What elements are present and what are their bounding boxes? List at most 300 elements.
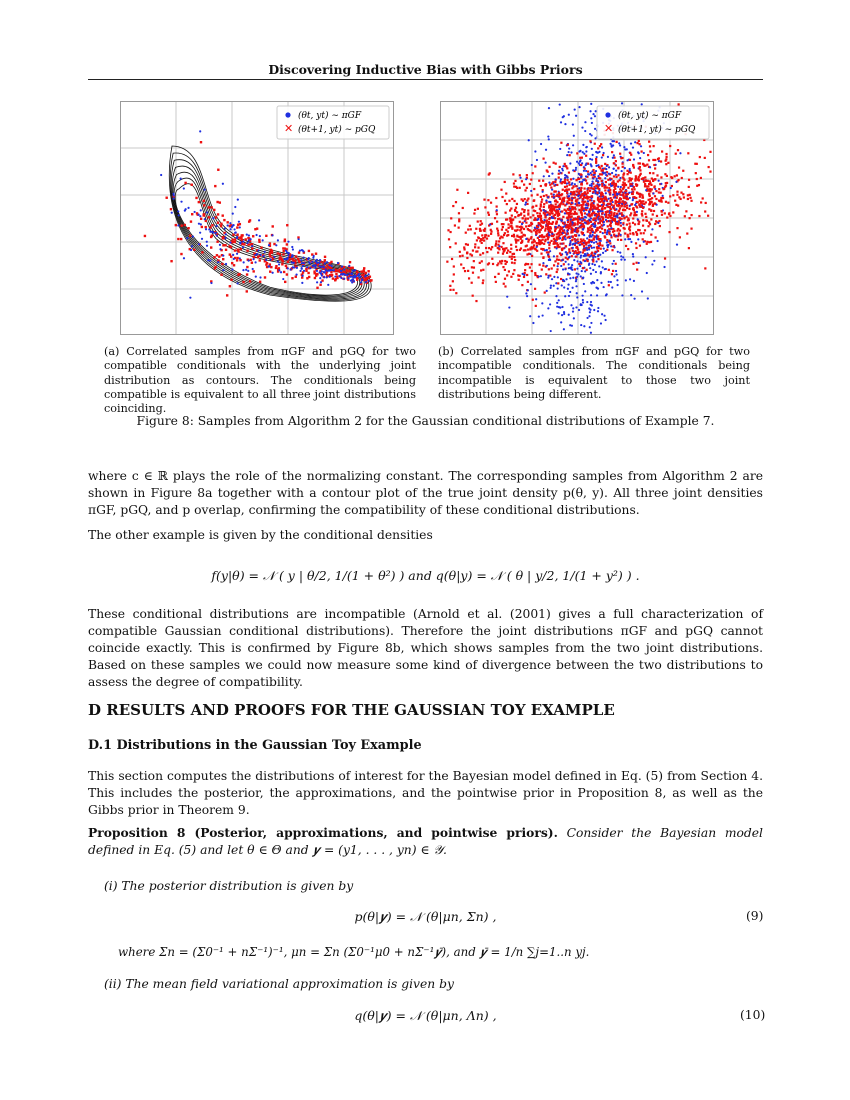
red-sample xyxy=(449,246,451,248)
red-sample xyxy=(251,247,253,249)
blue-sample xyxy=(222,254,224,256)
red-sample xyxy=(449,289,451,291)
red-sample xyxy=(473,212,475,214)
red-sample xyxy=(553,209,555,211)
red-sample xyxy=(640,205,642,207)
blue-sample xyxy=(578,106,580,108)
red-sample xyxy=(498,248,500,250)
red-sample xyxy=(608,284,610,286)
red-sample xyxy=(572,235,574,237)
blue-sample xyxy=(620,222,622,224)
red-sample xyxy=(571,199,573,201)
red-sample xyxy=(606,206,608,208)
red-sample xyxy=(655,236,657,238)
item-ii: (ii) The mean field variational approximation is given by xyxy=(104,977,454,991)
red-sample xyxy=(661,214,663,216)
red-sample xyxy=(232,234,234,236)
red-sample xyxy=(246,266,248,268)
blue-sample xyxy=(340,270,342,272)
where-9: where Σn = (Σ0⁻¹ + nΣ⁻¹)⁻¹, μn = Σn (Σ0⁻¹μ0 + nΣ⁻¹𝒚̄), and 𝒚̄ = 1/n ∑j=1..n yj. xyxy=(118,945,590,959)
red-sample xyxy=(595,217,597,219)
red-sample xyxy=(538,231,540,233)
red-sample xyxy=(217,213,219,215)
red-sample xyxy=(480,230,482,232)
red-sample xyxy=(619,153,621,155)
red-sample xyxy=(590,195,592,197)
blue-sample xyxy=(639,157,641,159)
red-sample xyxy=(540,218,542,220)
red-sample xyxy=(259,259,261,261)
blue-sample xyxy=(568,314,570,316)
red-sample xyxy=(658,188,660,190)
red-sample xyxy=(516,203,518,205)
red-sample xyxy=(610,222,612,224)
red-sample xyxy=(459,251,461,253)
blue-sample xyxy=(547,307,549,309)
blue-sample xyxy=(582,301,584,303)
red-sample xyxy=(295,276,297,278)
red-sample xyxy=(598,200,600,202)
blue-sample xyxy=(591,159,593,161)
red-sample xyxy=(660,160,662,162)
red-sample xyxy=(175,224,177,226)
red-sample xyxy=(269,270,271,272)
red-sample xyxy=(642,219,644,221)
red-sample xyxy=(180,238,182,240)
red-sample xyxy=(659,225,661,227)
red-sample xyxy=(363,267,365,269)
red-sample xyxy=(640,202,642,204)
blue-sample xyxy=(629,278,631,280)
red-sample xyxy=(144,235,146,237)
red-sample xyxy=(620,239,622,241)
blue-sample xyxy=(319,277,321,279)
blue-sample xyxy=(562,165,564,167)
red-sample xyxy=(631,192,633,194)
blue-sample xyxy=(525,238,527,240)
red-sample xyxy=(601,185,603,187)
subcaption-a: (a) Correlated samples from πGF and pGQ for two compatible conditionals with the underlying joint distribution as contours. The conditionals being compatible is equivalent to all three joint distributions coinciding. xyxy=(104,345,416,416)
red-sample xyxy=(330,271,332,273)
red-sample xyxy=(513,200,515,202)
blue-sample xyxy=(245,269,247,271)
blue-sample xyxy=(597,307,599,309)
red-sample xyxy=(463,267,465,269)
red-sample xyxy=(638,168,640,170)
red-sample xyxy=(597,243,599,245)
blue-sample xyxy=(633,280,635,282)
blue-sample xyxy=(295,273,297,275)
blue-sample xyxy=(206,241,208,243)
red-sample xyxy=(651,188,653,190)
blue-sample xyxy=(582,299,584,301)
blue-sample xyxy=(578,234,580,236)
blue-sample xyxy=(589,172,591,174)
red-sample xyxy=(562,203,564,205)
red-sample xyxy=(612,270,614,272)
red-sample xyxy=(568,248,570,250)
blue-sample xyxy=(588,173,590,175)
blue-sample xyxy=(594,128,596,130)
red-sample xyxy=(465,243,467,245)
red-sample xyxy=(619,194,621,196)
red-sample xyxy=(574,240,576,242)
blue-sample xyxy=(571,264,573,266)
red-sample xyxy=(231,239,233,241)
red-sample xyxy=(662,188,664,190)
red-sample xyxy=(543,236,545,238)
red-sample xyxy=(592,191,594,193)
red-sample xyxy=(588,196,590,198)
red-sample xyxy=(297,258,299,260)
red-sample xyxy=(453,273,455,275)
red-sample xyxy=(638,143,640,145)
blue-sample xyxy=(613,275,615,277)
red-sample xyxy=(621,218,623,220)
red-sample xyxy=(497,234,499,236)
blue-sample xyxy=(611,286,613,288)
blue-sample xyxy=(647,297,649,299)
red-sample xyxy=(652,172,654,174)
red-sample xyxy=(307,272,309,274)
red-sample xyxy=(482,237,484,239)
blue-sample xyxy=(524,204,526,206)
blue-sample xyxy=(576,276,578,278)
red-sample xyxy=(609,220,611,222)
red-sample xyxy=(546,202,548,204)
red-sample xyxy=(580,173,582,175)
blue-sample xyxy=(278,263,280,265)
red-sample xyxy=(521,226,523,228)
red-sample xyxy=(654,159,656,161)
red-sample xyxy=(548,256,550,258)
red-sample xyxy=(548,206,550,208)
red-sample xyxy=(543,221,545,223)
red-sample xyxy=(617,228,619,230)
red-sample xyxy=(626,207,628,209)
red-sample xyxy=(504,269,506,271)
red-sample xyxy=(524,219,526,221)
red-sample xyxy=(531,194,533,196)
red-sample xyxy=(530,224,532,226)
blue-sample xyxy=(521,223,523,225)
blue-sample xyxy=(592,223,594,225)
red-sample xyxy=(666,175,668,177)
red-sample xyxy=(222,244,224,246)
red-sample xyxy=(246,273,248,275)
red-sample xyxy=(614,191,616,193)
red-sample xyxy=(540,229,542,231)
equation-10-number: (10) xyxy=(740,1008,766,1022)
blue-sample xyxy=(608,281,610,283)
red-sample xyxy=(165,197,167,199)
red-sample xyxy=(507,223,509,225)
red-sample xyxy=(687,152,689,154)
blue-sample xyxy=(590,273,592,275)
blue-sample xyxy=(551,278,553,280)
red-sample xyxy=(568,213,570,215)
red-sample xyxy=(601,245,603,247)
red-sample xyxy=(482,282,484,284)
blue-sample xyxy=(254,261,256,263)
blue-sample xyxy=(618,142,620,144)
blue-sample xyxy=(216,235,218,237)
red-sample xyxy=(469,225,471,227)
red-sample xyxy=(605,198,607,200)
blue-sample xyxy=(201,238,203,240)
red-sample xyxy=(508,227,510,229)
blue-sample xyxy=(615,208,617,210)
red-sample xyxy=(652,213,654,215)
red-sample xyxy=(689,197,691,199)
red-sample xyxy=(229,285,231,287)
blue-sample xyxy=(557,287,559,289)
red-sample xyxy=(506,274,508,276)
red-sample xyxy=(187,227,189,229)
blue-sample xyxy=(566,254,568,256)
blue-sample xyxy=(312,265,314,267)
red-sample xyxy=(636,206,638,208)
red-sample xyxy=(566,167,568,169)
blue-sample xyxy=(579,244,581,246)
red-sample xyxy=(195,197,197,199)
red-sample xyxy=(480,220,482,222)
blue-sample xyxy=(259,276,261,278)
red-sample xyxy=(324,256,326,258)
red-sample xyxy=(191,213,193,215)
blue-sample xyxy=(632,253,634,255)
red-sample xyxy=(615,200,617,202)
red-sample xyxy=(287,261,289,263)
red-sample xyxy=(561,228,563,230)
blue-sample xyxy=(316,281,318,283)
red-sample xyxy=(627,198,629,200)
red-sample xyxy=(580,222,582,224)
blue-sample xyxy=(346,274,348,276)
red-sample xyxy=(582,267,584,269)
red-sample xyxy=(629,159,631,161)
blue-sample xyxy=(571,243,573,245)
red-sample xyxy=(668,213,670,215)
red-sample xyxy=(246,290,248,292)
red-sample xyxy=(468,277,470,279)
red-sample xyxy=(245,238,247,240)
red-sample xyxy=(649,198,651,200)
blue-sample xyxy=(656,240,658,242)
subsection-title: D.1 Distributions in the Gaussian Toy Example xyxy=(88,738,422,753)
blue-sample xyxy=(628,192,630,194)
red-sample xyxy=(496,205,498,207)
red-sample xyxy=(513,256,515,258)
blue-sample xyxy=(359,275,361,277)
red-sample xyxy=(602,201,604,203)
red-sample xyxy=(503,234,505,236)
red-sample xyxy=(634,223,636,225)
red-sample xyxy=(467,244,469,246)
red-sample xyxy=(511,262,513,264)
blue-sample xyxy=(600,271,602,273)
red-sample xyxy=(249,259,251,261)
blue-sample xyxy=(569,291,571,293)
blue-sample xyxy=(658,160,660,162)
red-sample xyxy=(583,249,585,251)
blue-sample xyxy=(636,211,638,213)
header-rule xyxy=(88,79,763,80)
red-sample xyxy=(497,252,499,254)
blue-sample xyxy=(598,151,600,153)
red-sample xyxy=(567,144,569,146)
blue-sample xyxy=(595,260,597,262)
red-sample xyxy=(282,260,284,262)
blue-sample xyxy=(596,151,598,153)
red-sample xyxy=(671,177,673,179)
blue-sample xyxy=(607,156,609,158)
red-sample xyxy=(566,225,568,227)
red-sample xyxy=(601,165,603,167)
red-sample xyxy=(596,227,598,229)
red-sample xyxy=(471,266,473,268)
blue-sample xyxy=(538,316,540,318)
blue-sample xyxy=(558,170,560,172)
red-sample xyxy=(513,235,515,237)
red-sample xyxy=(582,204,584,206)
blue-sample xyxy=(547,135,549,137)
blue-sample xyxy=(630,294,632,296)
red-sample xyxy=(481,234,483,236)
blue-sample xyxy=(679,152,681,154)
red-sample xyxy=(669,195,671,197)
red-sample xyxy=(532,214,534,216)
red-sample xyxy=(203,204,205,206)
red-sample xyxy=(682,170,684,172)
blue-sample xyxy=(609,239,611,241)
red-sample xyxy=(583,219,585,221)
red-sample xyxy=(524,269,526,271)
red-sample xyxy=(613,212,615,214)
blue-sample xyxy=(573,259,575,261)
red-sample xyxy=(525,245,527,247)
red-sample xyxy=(567,217,569,219)
red-sample xyxy=(665,156,667,158)
red-sample xyxy=(577,242,579,244)
red-sample xyxy=(650,234,652,236)
red-sample xyxy=(476,250,478,252)
red-sample xyxy=(510,221,512,223)
blue-sample xyxy=(173,198,175,200)
red-sample xyxy=(483,229,485,231)
red-sample xyxy=(177,238,179,240)
red-sample xyxy=(540,209,542,211)
blue-sample xyxy=(629,205,631,207)
red-sample xyxy=(512,253,514,255)
blue-sample xyxy=(198,223,200,225)
blue-sample xyxy=(259,235,261,237)
blue-sample xyxy=(292,266,294,268)
red-sample xyxy=(548,268,550,270)
blue-sample xyxy=(347,277,349,279)
red-sample xyxy=(466,257,468,259)
blue-sample xyxy=(611,263,613,265)
red-sample xyxy=(234,238,236,240)
blue-sample xyxy=(620,258,622,260)
red-sample xyxy=(540,203,542,205)
red-sample xyxy=(624,232,626,234)
legend-red-label-b: (θt+1, yt) ∼ pGQ xyxy=(618,125,696,135)
blue-sample xyxy=(596,287,598,289)
red-sample xyxy=(548,244,550,246)
blue-sample xyxy=(594,115,596,117)
red-sample xyxy=(557,232,559,234)
red-sample xyxy=(485,234,487,236)
red-sample xyxy=(349,269,351,271)
blue-sample xyxy=(525,178,527,180)
red-sample xyxy=(685,210,687,212)
blue-sample xyxy=(581,270,583,272)
blue-sample xyxy=(616,284,618,286)
red-sample xyxy=(568,227,570,229)
blue-sample xyxy=(553,255,555,257)
blue-sample xyxy=(331,265,333,267)
red-sample xyxy=(511,256,513,258)
red-sample xyxy=(314,277,316,279)
red-sample xyxy=(519,249,521,251)
red-sample xyxy=(529,183,531,185)
blue-sample xyxy=(232,254,234,256)
red-sample xyxy=(631,183,633,185)
blue-sample xyxy=(560,178,562,180)
red-sample xyxy=(528,239,530,241)
blue-sample xyxy=(299,249,301,251)
blue-sample xyxy=(337,262,339,264)
blue-sample xyxy=(246,234,248,236)
red-sample xyxy=(672,211,674,213)
blue-sample xyxy=(576,260,578,262)
red-sample xyxy=(656,174,658,176)
red-sample xyxy=(280,258,282,260)
blue-sample xyxy=(531,164,533,166)
red-sample xyxy=(513,186,515,188)
blue-sample xyxy=(605,250,607,252)
red-sample xyxy=(184,182,186,184)
red-sample xyxy=(243,243,245,245)
red-sample xyxy=(694,163,696,165)
red-sample xyxy=(584,201,586,203)
red-sample xyxy=(336,277,338,279)
blue-sample xyxy=(619,213,621,215)
blue-sample xyxy=(259,254,261,256)
red-sample xyxy=(570,210,572,212)
blue-sample xyxy=(593,309,595,311)
blue-sample xyxy=(185,208,187,210)
red-sample xyxy=(540,253,542,255)
blue-sample xyxy=(574,183,576,185)
blue-sample xyxy=(558,299,560,301)
red-sample xyxy=(216,241,218,243)
red-sample xyxy=(601,173,603,175)
blue-sample xyxy=(586,247,588,249)
blue-sample xyxy=(569,244,571,246)
blue-sample xyxy=(608,166,610,168)
red-sample xyxy=(474,243,476,245)
blue-sample xyxy=(556,306,558,308)
red-sample xyxy=(298,261,300,263)
blue-sample xyxy=(209,231,211,233)
red-sample xyxy=(473,266,475,268)
red-sample xyxy=(647,189,649,191)
blue-sample xyxy=(559,172,561,174)
blue-sample xyxy=(553,196,555,198)
red-sample xyxy=(549,223,551,225)
